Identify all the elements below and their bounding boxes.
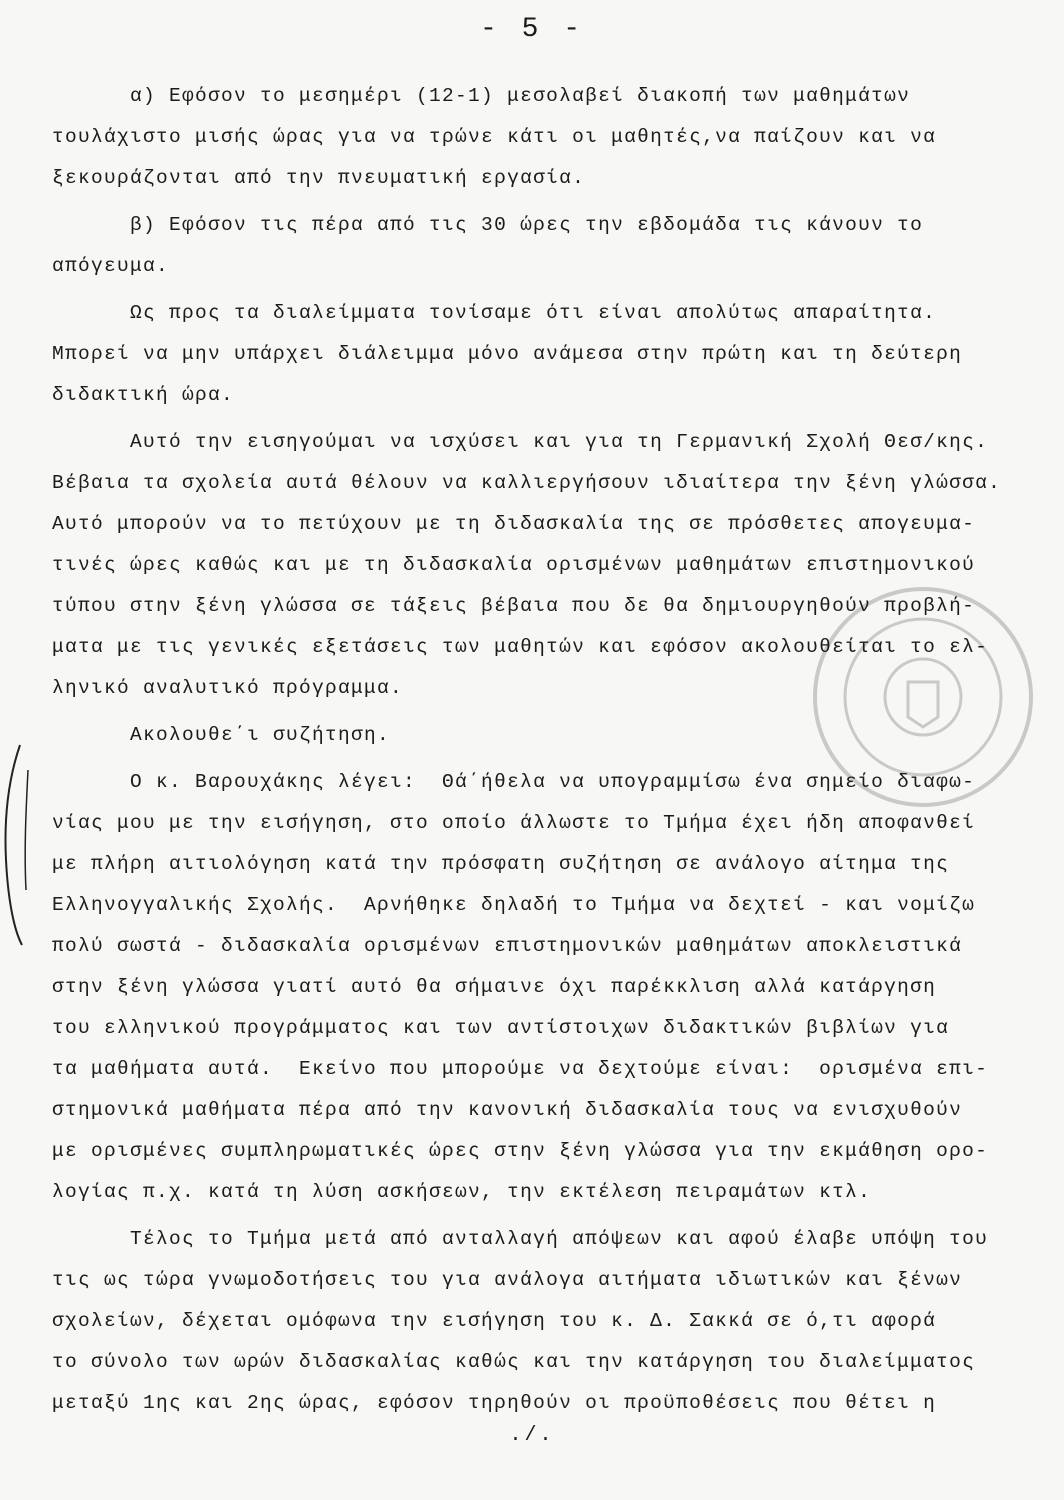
- text-line: Τέλος το Τμήμα μετά από ανταλλαγή απόψεων και αφού έλαβε υπόψη του: [52, 1228, 989, 1250]
- text-line: Ακολουθε΄ι συζήτηση.: [52, 724, 391, 746]
- paragraph: [52, 762, 1042, 1213]
- text-line: Μπορεί να μην υπάρχει διάλειμμα μόνο ανάμεσα στην πρώτη και τη δεύτερη: [52, 343, 963, 365]
- text-line: Ο κ. Βαρουχάκης λέγει: Θά΄ήθελα να υπογραμμίσω ένα σημείο διαφω-: [52, 771, 976, 793]
- text-line: με ορισμένες συμπληρωματικές ώρες στην ξένη γλώσσα για την εκμάθηση ορο-: [52, 1140, 989, 1162]
- paragraph: [52, 422, 1042, 709]
- text-line: με πλήρη αιτιολόγηση κατά την πρόσφατη συζήτηση σε ανάλογο αίτημα της: [52, 853, 950, 875]
- text-line: ματα με τις γενικές εξετάσεις των μαθητών και εφόσον ακολουθείται το ελ-: [52, 636, 989, 658]
- continuation-mark: ./.: [509, 1424, 555, 1447]
- text-line: διδακτική ώρα.: [52, 384, 235, 406]
- text-line: τουλάχιστο μισής ώρας για να τρώνε κάτι οι μαθητές,να παίζουν και να: [52, 126, 937, 148]
- text-line: τις ως τώρα γνωμοδοτήσεις του για ανάλογα αιτήματα ιδιωτικών και ξένων: [52, 1269, 963, 1291]
- text-line: Ελληνογγαλικής Σχολής. Αρνήθηκε δηλαδή το Τμήμα να δεχτεί - και νομίζω: [52, 894, 976, 916]
- text-line: β) Εφόσον τις πέρα από τις 30 ώρες την εβδομάδα τις κάνουν το: [52, 214, 924, 236]
- text-line: Αυτό μπορούν να το πετύχουν με τη διδασκαλία της σε πρόσθετες απογευμα-: [52, 513, 976, 535]
- handwritten-margin-mark-icon: [0, 740, 40, 950]
- paragraph: [52, 205, 1042, 287]
- document-body: [52, 76, 1042, 1424]
- text-line: Ως προς τα διαλείμματα τονίσαμε ότι είναι απολύτως απαραίτητα.: [52, 302, 937, 324]
- text-line: τινές ώρες καθώς και με τη διδασκαλία ορισμένων μαθημάτων επιστημονικού: [52, 554, 976, 576]
- paragraph: [52, 293, 1042, 416]
- text-line: ληνικό αναλυτικό πρόγραμμα.: [52, 677, 404, 699]
- paragraph: [52, 715, 1042, 756]
- text-line: νίας μου με την εισήγηση, στο οποίο άλλωστε το Τμήμα έχει ήδη αποφανθεί: [52, 812, 976, 834]
- text-line: ξεκουράζονται από την πνευματική εργασία.: [52, 167, 586, 189]
- page-number: - 5 -: [479, 14, 584, 45]
- paragraph: [52, 76, 1042, 199]
- text-line: τα μαθήματα αυτά. Εκείνο που μπορούμε να δεχτούμε είναι: ορισμένα επι-: [52, 1058, 989, 1080]
- text-line: α) Εφόσον το μεσημέρι (12-1) μεσολαβεί διακοπή των μαθημάτων: [52, 85, 911, 107]
- text-line: τύπου στην ξένη γλώσσα σε τάξεις βέβαια που δε θα δημιουργηθούν προβλή-: [52, 595, 976, 617]
- text-line: πολύ σωστά - διδασκαλία ορισμένων επιστημονικών μαθημάτων αποκλειστικά: [52, 935, 963, 957]
- text-line: Βέβαια τα σχολεία αυτά θέλουν να καλλιεργήσουν ιδιαίτερα την ξένη γλώσσα.: [52, 472, 1002, 494]
- text-line: σχολείων, δέχεται ομόφωνα την εισήγηση του κ. Δ. Σακκά σε ό,τι αφορά: [52, 1310, 937, 1332]
- text-line: το σύνολο των ωρών διδασκαλίας καθώς και την κατάργηση του διαλείμματος: [52, 1351, 976, 1373]
- text-line: του ελληνικού προγράμματος και των αντίστοιχων διδακτικών βιβλίων για: [52, 1017, 950, 1039]
- text-line: απόγευμα.: [52, 255, 170, 277]
- paragraph: [52, 1219, 1042, 1424]
- text-line: στημονικά μαθήματα πέρα από την κανονική διδασκαλία τους να ενισχυθούν: [52, 1099, 963, 1121]
- text-line: λογίας π.χ. κατά τη λύση ασκήσεων, την εκτέλεση πειραμάτων κτλ.: [52, 1181, 872, 1203]
- text-line: μεταξύ 1ης και 2ης ώρας, εφόσον τηρηθούν οι προϋποθέσεις που θέτει η: [52, 1392, 937, 1414]
- text-line: στην ξένη γλώσσα γιατί αυτό θα σήμαινε όχι παρέκκλιση αλλά κατάργηση: [52, 976, 937, 998]
- text-line: Αυτό την εισηγούμαι να ισχύσει και για τη Γερμανική Σχολή Θεσ/κης.: [52, 431, 989, 453]
